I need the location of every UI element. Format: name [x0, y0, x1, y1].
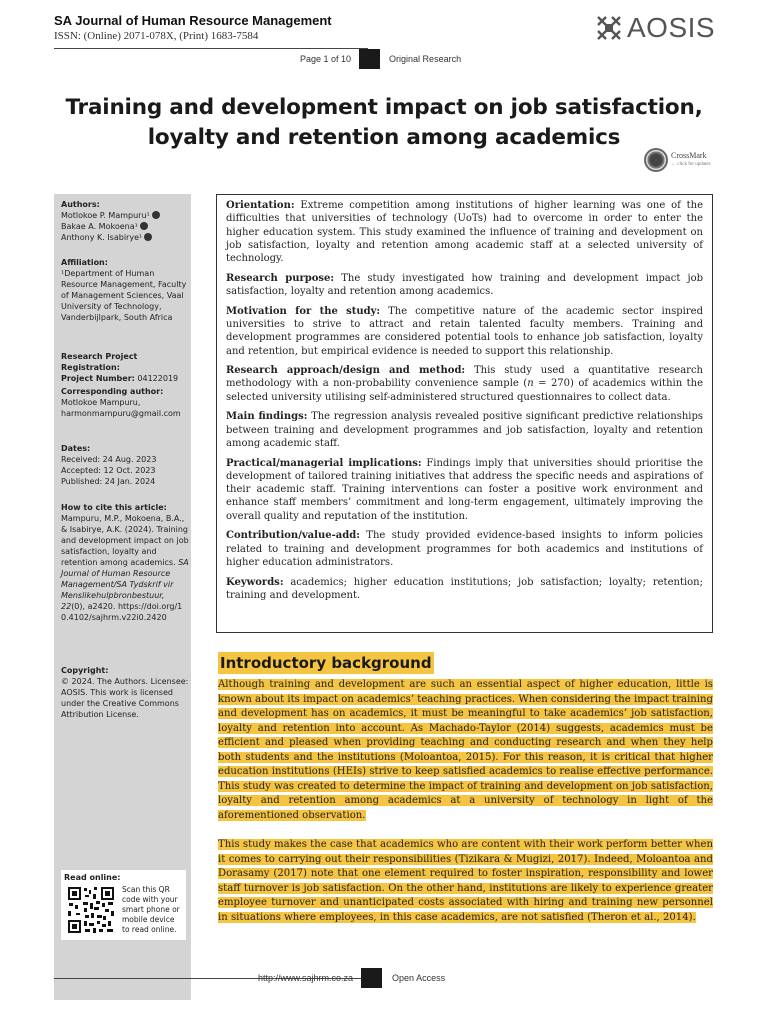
approach-text-b: = 270) of academics within the selected university utilising self-administered structured questionnaires to collect data.	[226, 378, 703, 403]
orcid-icon[interactable]	[140, 222, 148, 230]
registration-heading: Research Project Registration:	[61, 352, 138, 372]
contribution-text: The study provided evidence-based insights to inform policies related to training and development programmes for both academics and institutions of higher education administrators.	[226, 530, 704, 568]
orientation-text: Extreme competition among institutions of higher learning was one of the difficulties that universities of technology (UoTs) had to overcome in order to enter the higher education system. This study examined the influence of training and development on job satisfaction, loyalty and retention among academic staff at a selected university of technology.	[226, 200, 704, 265]
abstract-implications	[226, 457, 703, 523]
section-heading: Introductory background	[220, 654, 432, 672]
copyright-text: © 2024. The Authors. Licensee: AOSIS. This work is licensed under the Creative Commons Attribution License.	[61, 677, 189, 719]
intro-para2-text: This study makes the case that academics who are content with their work perform better when it comes to carrying out their responsibilities (Tizikara & Mugizi, 2017). Indeed, Moloantoa and Dorasamy (2017) note that one element required to foster inspiration, responsibility and lower staff turnover is job satisfaction. On the other hand, institutions are likely to experience greater employee turnover and unanticipated costs associated with hiring and training new personnel in situations where employees, in this case academics, are not satisfied (Theron et al., 2014).	[218, 839, 713, 923]
issn: ISSN: (Online) 2071-078X, (Print) 1683-7584	[54, 30, 259, 42]
contribution-label: Contribution/value-add:	[226, 530, 360, 542]
abstract-motivation	[226, 305, 703, 358]
date-received: Received: 24 Aug. 2023	[61, 455, 157, 464]
abstract-approach	[226, 364, 703, 404]
open-access: Open Access	[392, 973, 446, 983]
crossmark-label	[671, 151, 711, 169]
journal-url[interactable]: http://www.sajhrm.co.za	[258, 973, 354, 983]
corresponding-email[interactable]: harmonmampuru@gmail.com	[61, 409, 181, 418]
crossmark-icon	[644, 148, 668, 172]
header-square	[359, 49, 380, 69]
purpose-text: The study investigated how training and development impact job satisfaction, loyalty and retention among academics.	[226, 272, 704, 298]
date-accepted: Accepted: 12 Oct. 2023	[61, 466, 156, 475]
authors-block	[61, 199, 189, 243]
abstract-contribution	[226, 529, 703, 569]
title-line-2: loyalty and retention among academics	[147, 125, 621, 150]
dates-heading: Dates:	[61, 444, 91, 453]
affiliation-heading: Affiliation:	[61, 258, 108, 267]
motivation-text: The competitive nature of the academic sector inspired universities to strive to attract and retain talented faculty members. Training and development programmes are considered potential tools to enhance job satisfaction, loyalty and retention, but empirical evidence is needed to support this relationship.	[226, 305, 703, 357]
journal-title: SA Journal of Human Resource Management	[54, 13, 332, 28]
footer-square	[361, 968, 382, 988]
date-published: Published: 24 Jan. 2024	[61, 477, 156, 486]
author-1: Motlokoe P. Mampuru¹	[61, 211, 150, 220]
publisher-name: AOSIS	[627, 12, 716, 43]
abstract-purpose	[226, 272, 703, 299]
article-section: Original Research	[389, 54, 462, 64]
citation-journal: SA Journal of Human Resource Management/SA Tydskrif vir Menslikehulpbronbestuur, 22	[61, 558, 189, 611]
corresponding-heading: Corresponding author:	[61, 387, 164, 396]
abstract-box	[216, 194, 713, 633]
project-number: 04122019	[137, 374, 179, 383]
orientation-label: Orientation:	[226, 200, 295, 211]
intro-paragraph-1	[218, 678, 713, 823]
corresponding-name: Motlokoe Mampuru,	[61, 398, 141, 407]
page-number: Page 1 of 10	[300, 54, 352, 64]
author-2: Bakae A. Mokoena¹	[61, 222, 138, 231]
title-line-1: Training and development impact on job satisfaction,	[65, 95, 703, 120]
implications-text: Findings imply that universities should prioritise the development of tailored training initiatives that address the specific needs and aspirations of their academic staff. Training interventions can foster a positive work environment and enhance staff members’ commitment and long-term engagement, ultimately improving the overall quality and reputation of the institution.	[226, 457, 703, 522]
approach-text-a: This study used a quantitative research methodology with a non-probability convenience sample (	[226, 365, 703, 390]
abstract-orientation	[226, 199, 703, 265]
dates-block	[61, 443, 189, 487]
copyright-block	[61, 665, 189, 720]
affiliation-text: ¹Department of Human Resource Management, Faculty of Management Sciences, Vaal University of Technology, Vanderbijlpark, South Africa	[61, 269, 187, 322]
orcid-icon[interactable]	[144, 233, 152, 241]
page-meta	[300, 49, 461, 69]
intro-para1-text: Although training and development are such an essential aspect of higher education, little is known about its impact on academics’ teaching practices. When considering the impact training and development has on academics, it must be meaningful to take academics’ job satisfaction, loyalty and retention into account. As Machado-Taylor (2014) suggests, academics must be efficient and pleased when providing teaching and conducting research and when they help both students and the institutions (Moloantoa, 2015). For this reason, it is critical that higher education institutions (HEIs) strive to keep satisfied academics to realise effective performance. This study was created to determine the impact of training and development on job satisfaction, loyalty and retention among academics at a university of technology in light of the aforementioned observation.	[218, 679, 713, 821]
registration-block	[61, 351, 189, 384]
copyright-heading: Copyright:	[61, 666, 109, 675]
findings-text: The regression analysis revealed positive significant predictive relationships between training and development programmes and job satisfaction, loyalty and retention among academic staff.	[226, 411, 703, 449]
implications-label: Practical/managerial implications:	[226, 457, 422, 469]
author-3: Anthony K. Isabirye¹	[61, 233, 143, 242]
project-number-label: Project Number:	[61, 374, 135, 383]
corresponding-block	[61, 386, 189, 419]
affiliation-block	[61, 257, 189, 323]
keywords-text: academics; higher education institutions; job satisfaction; loyalty; retention; training and development.	[226, 576, 703, 601]
keywords-label: Keywords:	[226, 576, 284, 588]
abstract-findings	[226, 410, 703, 450]
approach-n: n	[527, 378, 534, 390]
qr-code-icon[interactable]	[67, 886, 115, 934]
citation-doi[interactable]: (0), a2420. https://doi.org/10.4102/sajhrm.v22i0.2420	[61, 602, 183, 622]
findings-label: Main findings:	[226, 411, 308, 423]
footer	[258, 968, 445, 988]
publisher-logo[interactable]	[594, 12, 718, 44]
authors-heading: Authors:	[61, 200, 100, 209]
crossmark-badge[interactable]	[644, 148, 711, 172]
motivation-label: Motivation for the study:	[226, 305, 381, 317]
citation-text: Mampuru, M.P., Mokoena, B.A., & Isabirye, A.K. (2024). Training and development impact on job satisfaction, loyalty and retention among academics.	[61, 514, 189, 567]
aosis-logo-icon	[594, 13, 624, 43]
read-online-heading: Read online:	[64, 873, 121, 882]
citation-heading: How to cite this article:	[61, 503, 167, 512]
crossmark-subtext: ← click for updates	[671, 162, 711, 167]
purpose-label: Research purpose:	[226, 272, 335, 284]
approach-label: Research approach/design and method:	[226, 365, 466, 377]
intro-paragraph-2	[218, 838, 713, 925]
abstract-keywords	[226, 576, 703, 603]
qr-instructions: Scan this QR code with your smart phone or mobile device to read online.	[122, 885, 180, 934]
article-title	[60, 93, 708, 153]
orcid-icon[interactable]	[152, 211, 160, 219]
citation-block	[61, 502, 189, 623]
crossmark-text: CrossMark	[671, 151, 707, 160]
